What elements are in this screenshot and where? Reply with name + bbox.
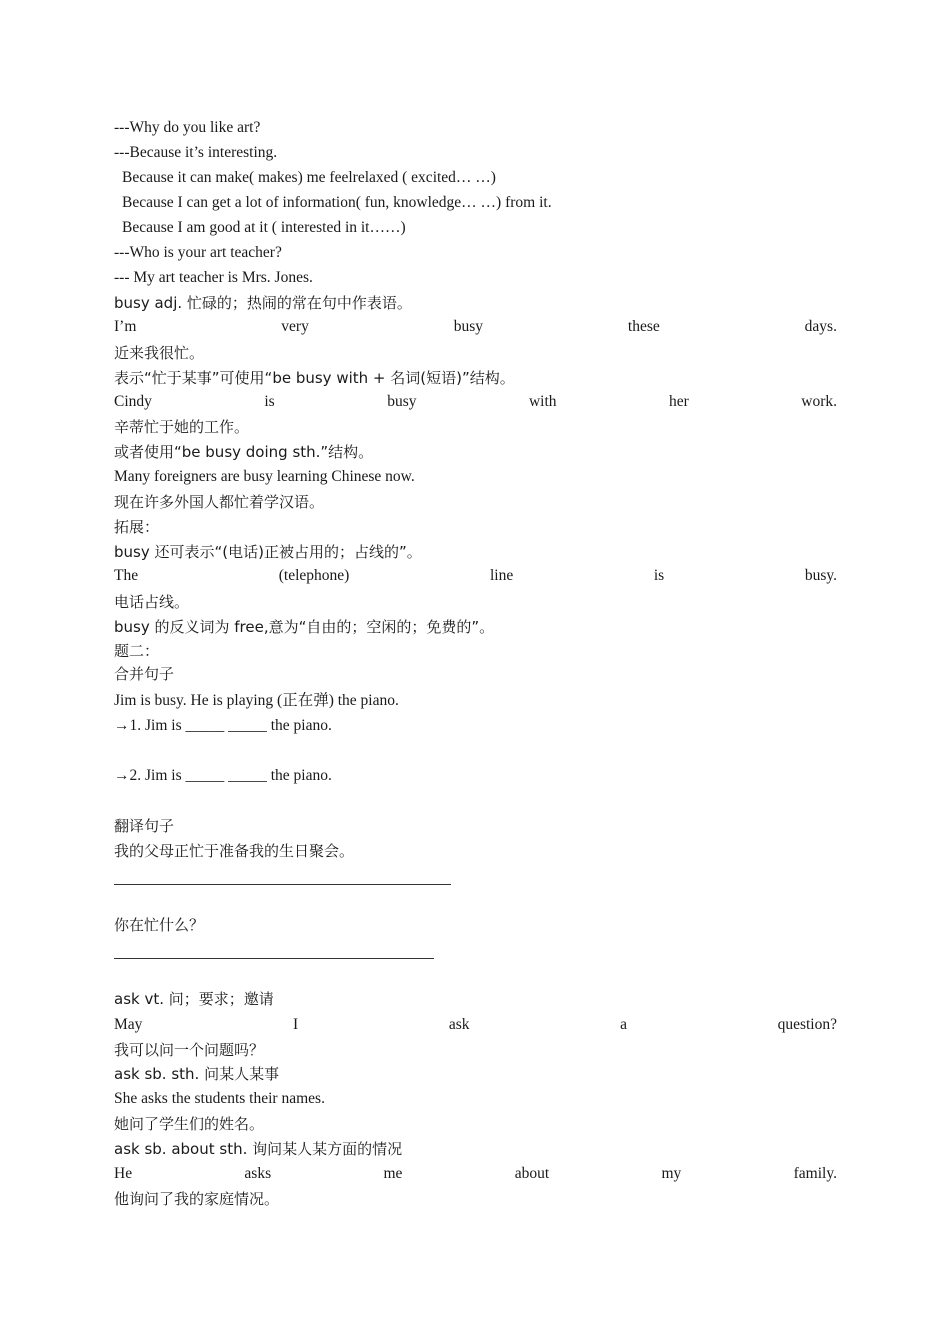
busy-with-example bbox=[114, 391, 837, 413]
answer-line-1[interactable] bbox=[114, 884, 451, 885]
word: my bbox=[661, 1165, 682, 1182]
word: is bbox=[653, 567, 665, 584]
vocab-ask-definition: ask vt. 问；要求；邀请 bbox=[114, 990, 274, 1008]
word: ask bbox=[448, 1016, 470, 1033]
dialogue-answer-2: --- My art teacher is Mrs. Jones. bbox=[114, 269, 313, 286]
busy-doing-note: 或者使用“be busy doing sth.”结构。 bbox=[114, 443, 374, 461]
busy-example-translation: 近来我很忙。 bbox=[114, 344, 205, 362]
word: He bbox=[114, 1165, 133, 1182]
translate-item-2: 你在忙什么？ bbox=[114, 916, 205, 934]
word: May bbox=[114, 1016, 143, 1033]
word: family. bbox=[793, 1165, 837, 1182]
ask-sb-sth-note: ask sb. sth. 问某人某事 bbox=[114, 1065, 280, 1083]
dialogue-answer-1: ---Because it’s interesting. bbox=[114, 144, 278, 161]
translate-item-1: 我的父母正忙于准备我的生日聚会。 bbox=[114, 842, 355, 860]
ask-sb-sth-example: She asks the students their names. bbox=[114, 1090, 325, 1107]
word: I’m bbox=[114, 318, 137, 335]
word: busy. bbox=[804, 567, 837, 584]
word: days. bbox=[804, 318, 837, 335]
ask-example bbox=[114, 1014, 837, 1036]
busy-with-translation: 辛蒂忙于她的工作。 bbox=[114, 418, 250, 436]
word: work. bbox=[801, 393, 837, 410]
vocab-busy-definition: busy adj. 忙碌的；热闹的常在句中作表语。 bbox=[114, 294, 412, 312]
word: very bbox=[281, 318, 309, 335]
word: The bbox=[114, 567, 139, 584]
word: with bbox=[528, 393, 557, 410]
phone-example bbox=[114, 565, 837, 587]
busy-with-note: 表示“忙于某事”可使用“be busy with + 名词(短语)”结构。 bbox=[114, 369, 515, 387]
reason-1: Because it can make( makes) me feelrelaxed ( excited… …) bbox=[122, 169, 496, 186]
answer-line-2[interactable] bbox=[114, 958, 434, 959]
combine-item-1: →1. Jim is _____ _____ the piano. bbox=[114, 717, 332, 734]
combine-item-2: →2. Jim is _____ _____ the piano. bbox=[114, 767, 332, 784]
busy-doing-example: Many foreigners are busy learning Chinese now. bbox=[114, 468, 415, 485]
busy-phone-note: busy 还可表示“(电话)正被占用的；占线的”。 bbox=[114, 543, 422, 561]
dialogue-question-1: ---Why do you like art? bbox=[114, 119, 261, 136]
busy-example-sentence bbox=[114, 316, 837, 338]
ask-example-translation: 我可以问一个问题吗？ bbox=[114, 1041, 265, 1059]
exercise-heading: 题二： bbox=[114, 642, 160, 660]
word: I bbox=[293, 1016, 299, 1033]
word: me bbox=[383, 1165, 403, 1182]
antonym-note: busy 的反义词为 free,意为“自由的；空闲的；免费的”。 bbox=[114, 618, 495, 636]
reason-3: Because I am good at it ( interested in it……) bbox=[122, 219, 406, 236]
ask-about-note: ask sb. about sth. 询问某人某方面的情况 bbox=[114, 1140, 403, 1158]
phone-translation: 电话占线。 bbox=[114, 593, 190, 611]
word: busy bbox=[387, 393, 417, 410]
word: line bbox=[489, 567, 514, 584]
ask-sb-sth-translation: 她问了学生们的姓名。 bbox=[114, 1115, 265, 1133]
word: asks bbox=[244, 1165, 272, 1182]
word: her bbox=[668, 393, 689, 410]
word: question? bbox=[777, 1016, 837, 1033]
busy-doing-translation: 现在许多外国人都忙着学汉语。 bbox=[114, 493, 325, 511]
word: these bbox=[627, 318, 660, 335]
reason-2: Because I can get a lot of information( fun, knowledge… …) from it. bbox=[122, 194, 552, 211]
combine-source: Jim is busy. He is playing (正在弹) the piano. bbox=[114, 692, 399, 709]
word: a bbox=[620, 1016, 627, 1033]
extension-heading: 拓展： bbox=[114, 518, 160, 536]
combine-heading: 合并句子 bbox=[114, 665, 175, 683]
word: Cindy bbox=[114, 393, 152, 410]
dialogue-question-2: ---Who is your art teacher? bbox=[114, 244, 282, 261]
ask-about-translation: 他询问了我的家庭情况。 bbox=[114, 1190, 280, 1208]
word: busy bbox=[453, 318, 484, 335]
translate-heading: 翻译句子 bbox=[114, 817, 175, 835]
word: is bbox=[264, 393, 275, 410]
word: about bbox=[514, 1165, 550, 1182]
ask-about-example bbox=[114, 1163, 837, 1185]
word: (telephone) bbox=[278, 567, 350, 584]
